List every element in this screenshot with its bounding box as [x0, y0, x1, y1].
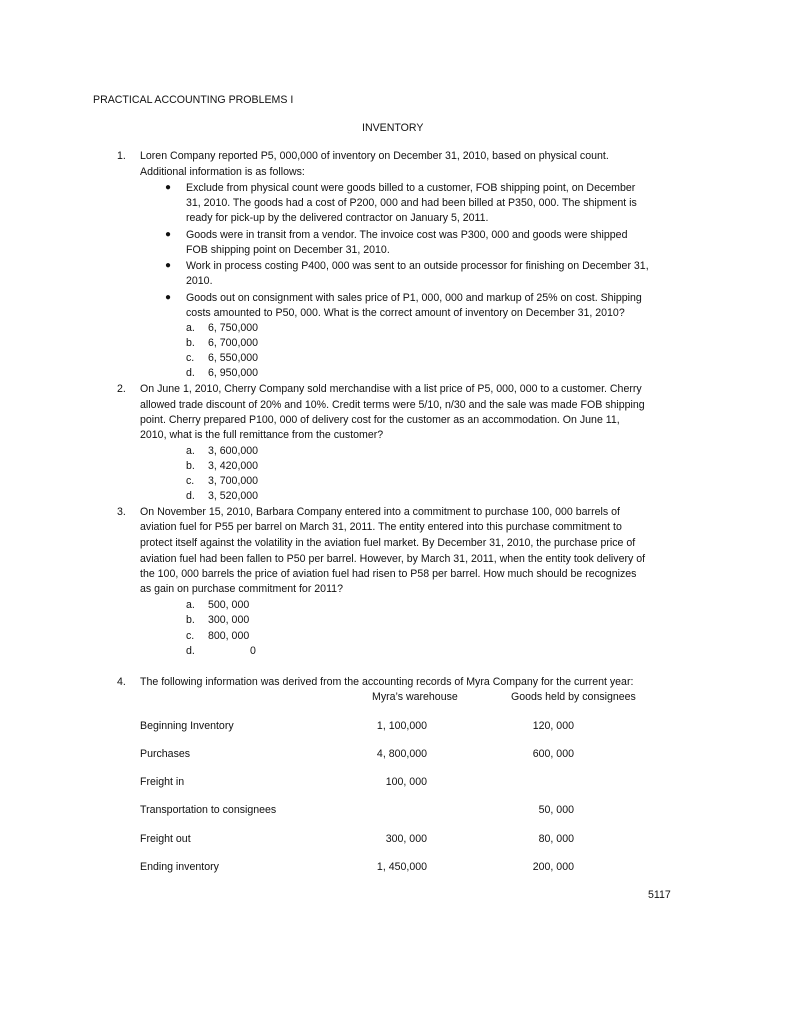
page-number: 5117: [648, 889, 671, 901]
bullet-text-line: Work in process costing P400, 000 was sent to an outside processor for finishing on December 31,: [186, 260, 649, 272]
choice-text: 800, 000: [208, 630, 250, 642]
bullet-icon: ●: [165, 292, 172, 303]
choice-text: 3, 420,000: [208, 460, 259, 472]
bullet-icon: ●: [165, 182, 172, 193]
cell-value: 50, 000: [538, 804, 574, 816]
cell-value: 80, 000: [538, 833, 574, 845]
choice-letter: d.: [186, 367, 195, 379]
question-text-line: as gain on purchase commitment for 2011?: [140, 583, 343, 595]
cell-value: 4, 800,000: [376, 748, 427, 760]
question-text-line: On November 15, 2010, Barbara Company entered into a commitment to purchase 100, 000 barrels of: [140, 506, 620, 518]
cell-value: 600, 000: [532, 748, 574, 760]
choice-letter: b.: [186, 460, 195, 472]
choice-text: 6, 750,000: [208, 322, 259, 334]
bullet-text-line: Exclude from physical count were goods billed to a customer, FOB shipping point, on December: [186, 182, 636, 194]
choice-text: 0: [250, 645, 256, 657]
choice-letter: c.: [186, 630, 195, 642]
cell-value: 300, 000: [385, 833, 427, 845]
question-text-line: aviation fuel for P55 per barrel on March 31, 2011. The entity entered into this purchase commitment to: [140, 521, 622, 533]
choice-text: 3, 520,000: [208, 490, 259, 502]
bullet-icon: ●: [165, 229, 172, 240]
choice-letter: a.: [186, 322, 195, 334]
row-label: Beginning Inventory: [140, 720, 234, 732]
row-label: Ending inventory: [140, 861, 219, 873]
question-text-line: aviation fuel had been fallen to P50 per barrel. However, by March 31, 2011, when the entity took delivery of: [140, 553, 646, 565]
cell-value: 120, 000: [532, 720, 574, 732]
bullet-text-line: costs amounted to P50, 000. What is the correct amount of inventory on December 31, 2010?: [186, 307, 625, 319]
cell-value: 200, 000: [532, 861, 574, 873]
question-text-line: allowed trade discount of 20% and 10%. Credit terms were 5/10, n/30 and the sale was made FOB shipping: [140, 399, 645, 411]
cell-value: 100, 000: [385, 776, 427, 788]
choice-letter: c.: [186, 475, 195, 487]
column-header: Myra’s warehouse: [372, 691, 458, 703]
row-label: Freight in: [140, 776, 185, 788]
bullet-text-line: 31, 2010. The goods had a cost of P200, 000 and had been billed at P350, 000. The shipment is: [186, 197, 637, 209]
section-title: INVENTORY: [362, 122, 424, 134]
choice-text: 3, 700,000: [208, 475, 259, 487]
row-label: Transportation to consignees: [140, 804, 277, 816]
choice-letter: b.: [186, 614, 195, 626]
choice-letter: d.: [186, 645, 195, 657]
choice-text: 300, 000: [208, 614, 250, 626]
cell-value: 1, 450,000: [376, 861, 427, 873]
choice-text: 500, 000: [208, 599, 250, 611]
question-text-line: protect itself against the volatility in the aviation fuel market. By December 31, 2010, the purchase price of: [140, 537, 636, 549]
question-number: 2.: [117, 383, 126, 395]
question-text-line: 2010, what is the full remittance from the customer?: [140, 429, 384, 441]
choice-letter: b.: [186, 337, 195, 349]
choice-text: 6, 700,000: [208, 337, 259, 349]
row-label: Freight out: [140, 833, 191, 845]
question-number: 4.: [117, 676, 126, 688]
choice-text: 6, 550,000: [208, 352, 259, 364]
choice-text: 6, 950,000: [208, 367, 259, 379]
question-text-line: Loren Company reported P5, 000,000 of inventory on December 31, 2010, based on physical count.: [140, 150, 609, 162]
page-title: PRACTICAL ACCOUNTING PROBLEMS I: [93, 94, 294, 106]
question-number: 3.: [117, 506, 126, 518]
question-text-line: point. Cherry prepared P100, 000 of delivery cost for the customer as an accommodation. On June 11,: [140, 414, 620, 426]
question-text-line: the 100, 000 barrels the price of aviation fuel had risen to P58 per barrel. How much should be recognizes: [140, 568, 637, 580]
question-text-line: On June 1, 2010, Cherry Company sold merchandise with a list price of P5, 000, 000 to a customer. Cherry: [140, 383, 642, 395]
choice-letter: d.: [186, 490, 195, 502]
cell-value: 1, 100,000: [376, 720, 427, 732]
question-text-line: Additional information is as follows:: [140, 166, 305, 178]
question-number: 1.: [117, 150, 126, 162]
choice-text: 3, 600,000: [208, 445, 259, 457]
bullet-icon: ●: [165, 260, 172, 271]
bullet-text-line: ready for pick-up by the delivered contractor on January 5, 2011.: [186, 212, 489, 224]
question-text-line: The following information was derived from the accounting records of Myra Company for the current year:: [140, 676, 634, 688]
choice-letter: c.: [186, 352, 195, 364]
row-label: Purchases: [140, 748, 191, 760]
bullet-text-line: Goods were in transit from a vendor. The invoice cost was P300, 000 and goods were shipped: [186, 229, 628, 241]
choice-letter: a.: [186, 445, 195, 457]
choice-letter: a.: [186, 599, 195, 611]
bullet-text-line: FOB shipping point on December 31, 2010.: [186, 244, 390, 256]
bullet-text-line: Goods out on consignment with sales price of P1, 000, 000 and markup of 25% on cost. Shipping: [186, 292, 642, 304]
bullet-text-line: 2010.: [186, 275, 213, 287]
column-header: Goods held by consignees: [511, 691, 636, 703]
